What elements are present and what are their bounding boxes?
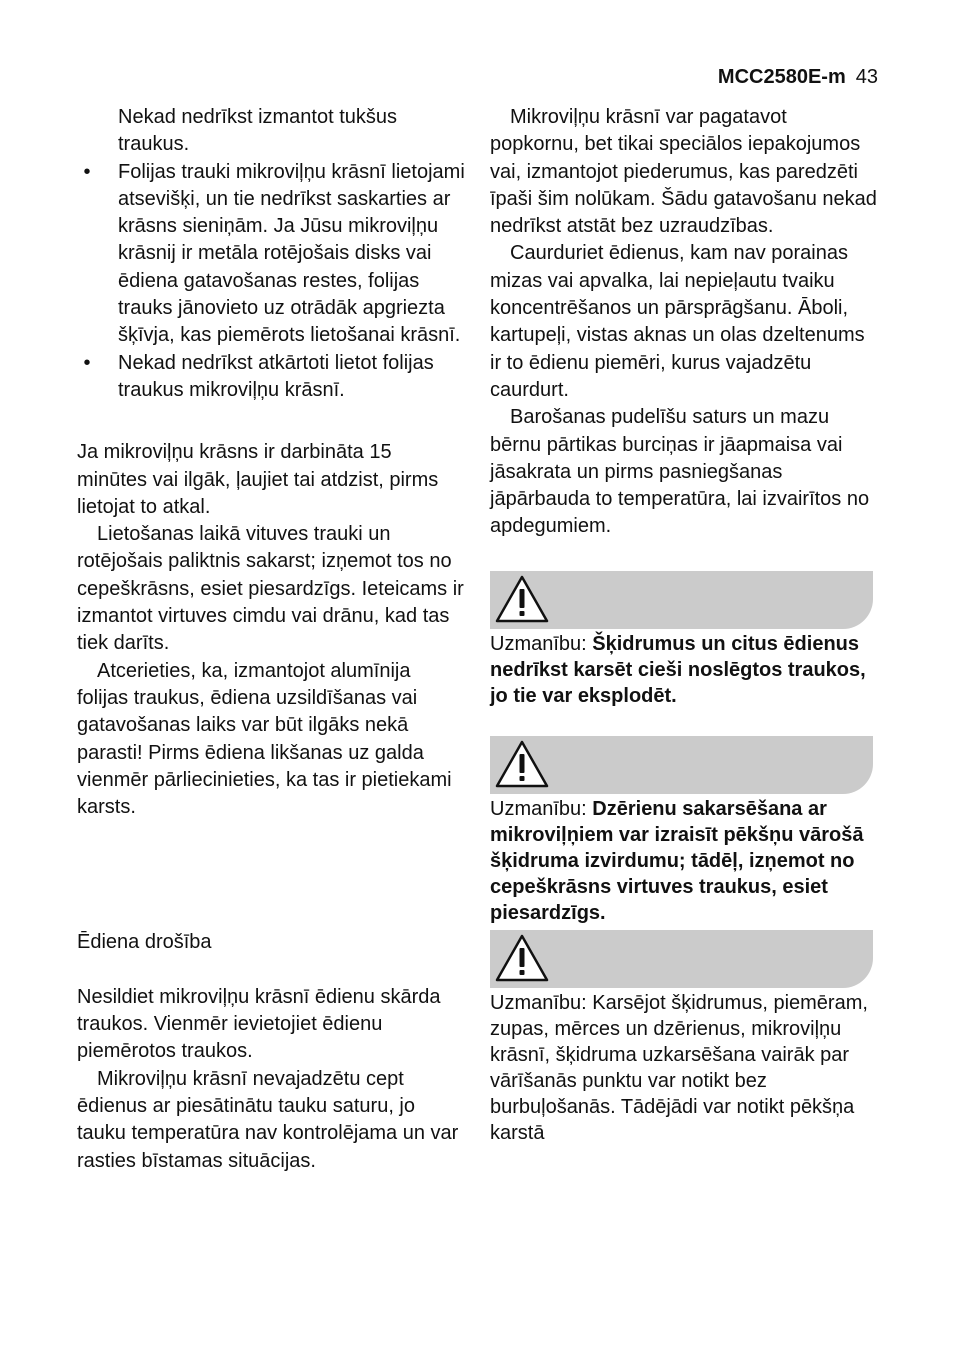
bullet-text: Nekad nedrīkst atkārtoti lietot folijas traukus mikroviļņu krāsnī. <box>118 351 434 401</box>
page-header <box>718 64 878 90</box>
model-number: MCC2580E-m <box>717 66 846 88</box>
paragraph: Caurduriet ēdienus, kam nav porainas mizas vai apvalka, lai nepieļautu tvaiku koncentrēšanos un pārsprāgšanu. Āboli, kartupeļi, vistas aknas un olas dzeltenums ir to ēdienu piemēri, kurus vajadzētu caurdurt. <box>490 242 865 401</box>
paragraph: Lietošanas laikā vituves trauki un rotējošais paliktnis sakarst; izņemot tos no cepeškrāsns, esiet piesardzīgs. Ieteicams ir izmantot virtuves cimdu vai drānu, kad tas tiek darīts. <box>77 523 464 655</box>
bullet-dot: • <box>83 351 91 374</box>
warning-text <box>490 796 880 926</box>
paragraph: Mikroviļņu krāsnī var pagatavot popkornu, bet tikai speciālos iepakojumos vai, izmantojot piederumus, kas paredzēti īpaši šim nolūkam. Šādu gatavošanu nekad nedrīkst atstāt bez uzraudzības. <box>490 106 877 238</box>
warning-bar <box>490 736 873 794</box>
right-column <box>490 104 880 1146</box>
left-column <box>77 104 467 1175</box>
section-title: Ēdiena drošība <box>77 931 212 954</box>
paragraph: Barošanas pudelīšu saturs un mazu bērnu pārtikas burciņas ir jāapmaisa vai jāsakrata un pirms pasniegšanas jāpārbauda to temperatūra, lai izvairītos no apdegumiem. <box>490 406 870 538</box>
warning-triangle-icon <box>494 739 550 789</box>
warning-bar <box>490 571 873 629</box>
warning-block <box>490 571 880 709</box>
warning-triangle-icon <box>494 574 550 624</box>
paragraph: Nesildiet mikroviļņu krāsnī ēdienu skārda traukos. Vienmēr ievietojiet ēdienu piemērotos traukos. <box>77 985 441 1063</box>
warning-block <box>490 736 880 926</box>
continued-text: Nekad nedrīkst izmantot tukšus traukus. <box>118 106 398 156</box>
bullet-item <box>77 350 467 405</box>
paragraph: Ja mikroviļņu krāsns ir darbināta 15 minūtes vai ilgāk, ļaujiet tai atdzist, pirms lietojat to atkal. <box>77 441 439 518</box>
paragraph: Mikroviļņu krāsnī nevajadzētu cept ēdienus ar piesātinātu tauku saturu, jo tauku temperatūra nav kontrolējama un var rasties bīstamas situācijas. <box>77 1067 459 1172</box>
warning-bar <box>490 930 873 988</box>
warning-message: Dzērienu sakarsēšana ar mikroviļņiem var izraisīt pēkšņu vārošā šķidruma izvirdumu; tādēļ, izņemot no cepeškrāsns virtuves traukus, esiet piesardzīgs. <box>490 797 864 924</box>
bullet-dot: • <box>83 160 91 183</box>
warning-label: Uzmanību: <box>490 991 587 1014</box>
warning-label: Uzmanību: <box>490 797 587 820</box>
warning-message: Karsējot šķidrumus, piemēram, zupas, mērces un dzērienus, mikroviļņu krāsnī, šķidruma uzkarsēšana vairāk par vārīšanās punktu var notikt bez burbuļošanās. Tādējādi var notikt pēkšņa karstā <box>490 991 868 1144</box>
warning-message: Šķidrumus un citus ēdienus nedrīkst karsēt cieši noslēgtos traukos, jo tie var eksplodēt. <box>490 632 866 707</box>
bullet-text: Folijas trauki mikroviļņu krāsnī lietojami atsevišķi, un tie nedrīkst saskarties ar krāsns sieniņām. Ja Jūsu mikroviļņu krāsnij ir metāla rotējošais disks vai ēdiena gatavošanas restes, folijas trauks jānovieto uz otrādāk apgriezta šķīvja, kas piemērots lietošanai krāsnī. <box>118 160 465 347</box>
warning-triangle-icon <box>494 933 550 983</box>
warning-block <box>490 930 880 1146</box>
warning-text <box>490 631 880 709</box>
page-number: 43 <box>855 66 878 88</box>
warning-label: Uzmanību: <box>490 632 587 655</box>
paragraph: Atcerieties, ka, izmantojot alumīnija folijas traukus, ēdiena uzsildīšanas vai gatavošanas laiks var būt ilgāks nekā parasti! Pirms ēdiena likšanas uz galda vienmēr pārliecinieties, ka tas ir pietiekami karsts. <box>77 659 452 819</box>
warning-text <box>490 990 880 1146</box>
bullet-item <box>77 159 467 350</box>
